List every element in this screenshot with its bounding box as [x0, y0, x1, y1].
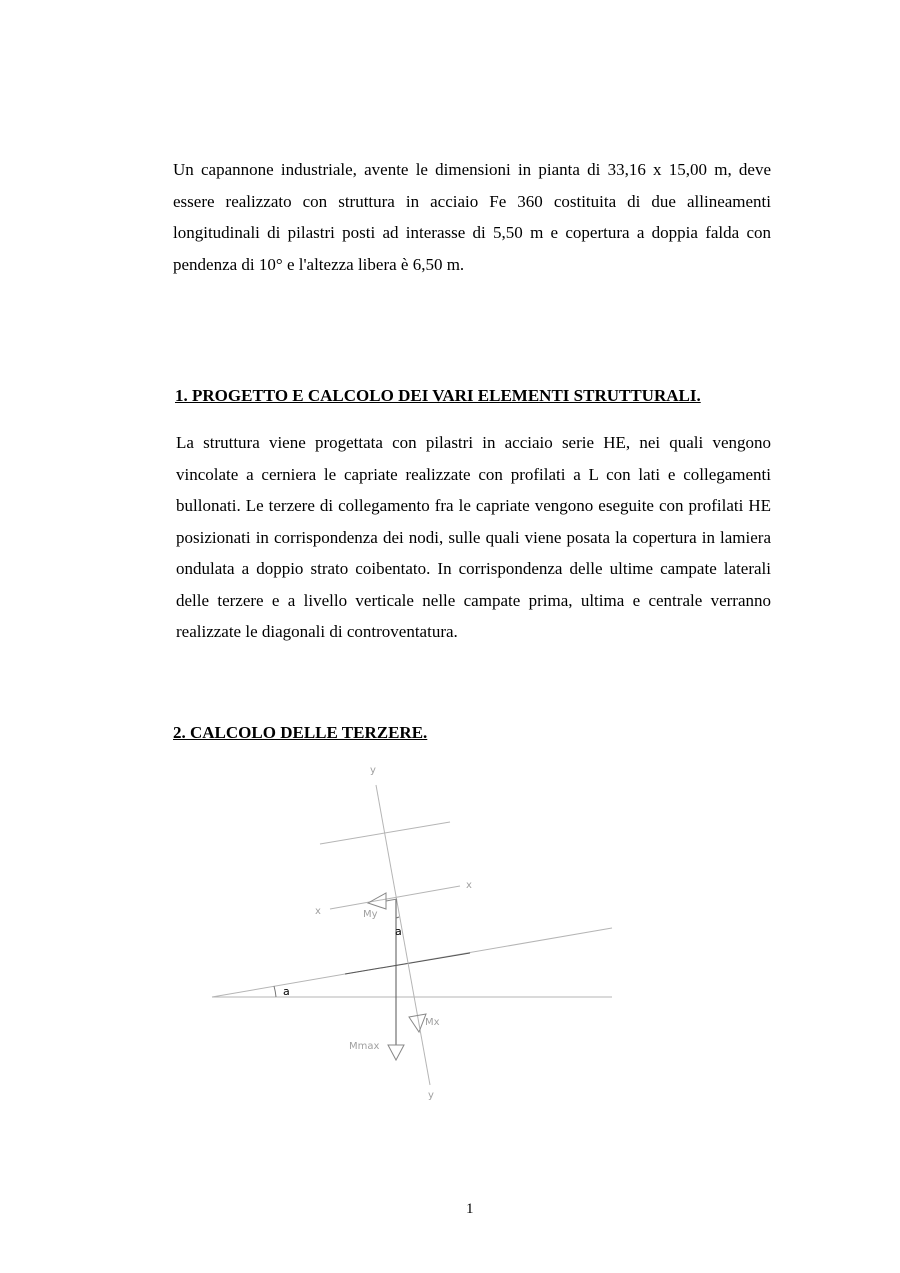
- mmax-arrow: [388, 1045, 404, 1060]
- page-number: 1: [466, 1201, 474, 1217]
- angle-arc-bottom: [274, 986, 276, 997]
- angle-label-bottom: a: [283, 985, 290, 998]
- roof-slope-emphasis: [345, 953, 470, 974]
- my-label: My: [363, 909, 378, 920]
- x-axis-label-left: x: [315, 906, 321, 917]
- upper-profile-line: [320, 822, 450, 844]
- intro-paragraph: Un capannone industriale, avente le dimensioni in pianta di 33,16 x 15,00 m, deve essere realizzato con struttura in acciaio Fe 360 costituita di due allineamenti longitudinali di pilastri posti ad interasse di 5,50 m e copertura a doppia falda con pendenza di 10° e l'altezza libera è 6,50 m.: [173, 160, 771, 274]
- section-1-heading: 1. PROGETTO E CALCOLO DEI VARI ELEMENTI STRUTTURALI.: [175, 386, 701, 405]
- mmax-label: Mmax: [349, 1041, 380, 1052]
- angle-label-top: a: [395, 925, 402, 938]
- y-axis-label-bottom: y: [428, 1090, 434, 1101]
- y-axis-label-top: y: [370, 765, 376, 776]
- x-axis-label-right: x: [466, 880, 472, 891]
- section-1-paragraph: La struttura viene progettata con pilastri in acciaio serie HE, nei quali vengono vincolate a cerniera le capriate realizzate con profilati a L con lati e collegamenti bullonati. Le terzere di collegamento fra le capriate vengono eseguite con profilati HE posizionati in corrispondenza dei nodi, sulle quali viene posata la copertura in lamiera ondulata a doppio strato coibentato. In corrispondenza delle ultime campate laterali delle terzere e a livello verticale nelle campate prima, ultima e centrale verranno realizzate le diagonali di controventatura.: [176, 433, 771, 641]
- mx-label: Mx: [425, 1017, 440, 1028]
- section-2-heading: 2. CALCOLO DELLE TERZERE.: [173, 723, 428, 742]
